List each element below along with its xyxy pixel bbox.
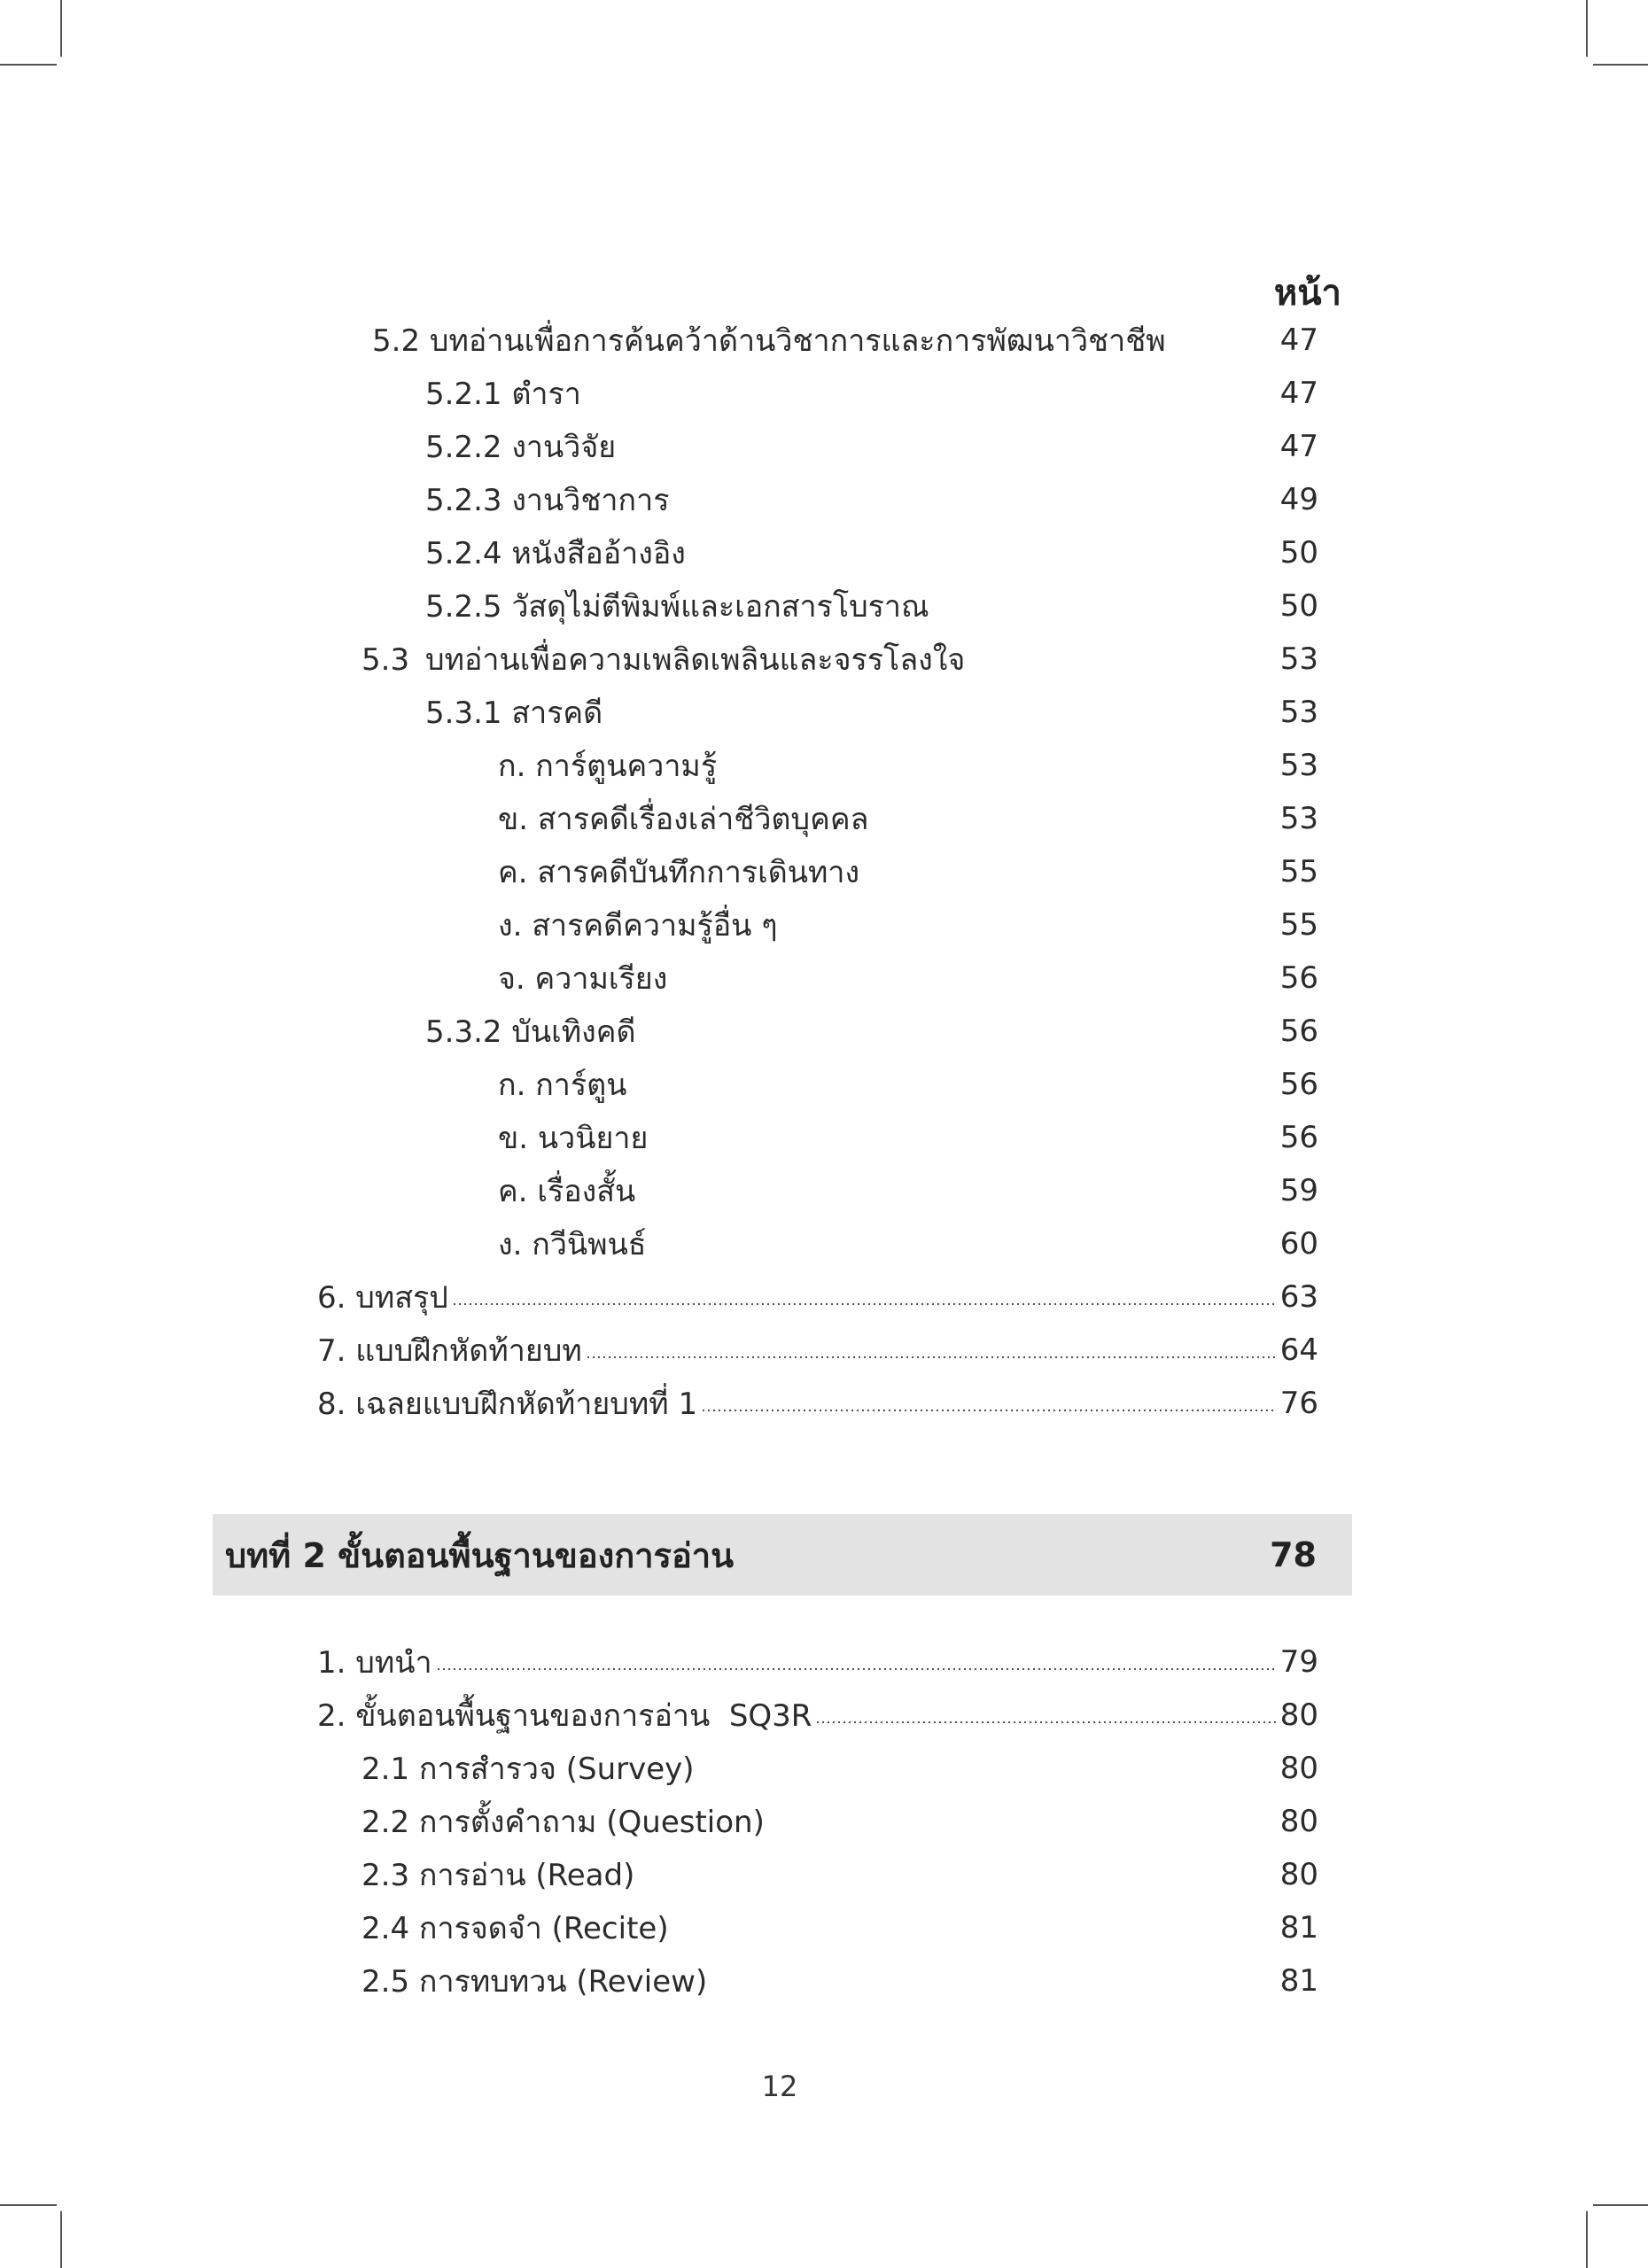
toc-entry-label: 2.4 การจดจำ (Recite)	[361, 1911, 669, 1946]
dot-leader	[452, 1302, 1277, 1306]
toc-entry-label: ค. สารคดีบันทึกการเดินทาง	[498, 855, 860, 890]
crop-mark	[1593, 64, 1648, 66]
crop-mark	[60, 2211, 62, 2268]
toc-entry[interactable]	[361, 633, 1318, 686]
toc-entry-label: 2.5 การทบทวน (Review)	[361, 1964, 708, 2000]
crop-mark	[1586, 0, 1588, 57]
toc-entry-label: 8. เฉลยแบบฝึกหัดท้ายบทที่ 1	[317, 1386, 698, 1422]
toc-entry-label: 2. ขั้นตอนพื้นฐานของการอ่าน SQ3R	[317, 1698, 812, 1734]
crop-mark	[0, 64, 57, 66]
dot-leader	[436, 1667, 1277, 1671]
dot-leader	[701, 1409, 1277, 1412]
toc-entry[interactable]	[498, 1111, 1318, 1164]
toc-entry-label: ค. เรื่องสั้น	[498, 1174, 636, 1209]
toc-entry-page: 50	[1279, 535, 1318, 571]
toc-entry-page: 63	[1279, 1279, 1318, 1315]
toc-entry-label: 2.3 การอ่าน (Read)	[361, 1858, 635, 1893]
toc-entry-page: 49	[1279, 482, 1318, 517]
toc-entry-page: 64	[1279, 1332, 1318, 1368]
toc-entry-label: จ. ความเรียง	[498, 961, 668, 997]
toc-entry-page: 47	[1279, 376, 1318, 411]
toc-entry-label: 5.2 บทอ่านเพื่อการค้นคว้าด้านวิชาการและการพัฒนาวิชาชีพ	[372, 323, 1166, 359]
page-number: 12	[761, 2070, 798, 2103]
toc-entry[interactable]	[498, 951, 1318, 1005]
toc-entry[interactable]	[498, 845, 1318, 898]
toc-entry-page: 56	[1279, 1120, 1318, 1155]
toc-entry-page: 53	[1279, 641, 1318, 677]
toc-entry-page: 55	[1279, 854, 1318, 889]
toc-entry[interactable]	[425, 420, 1318, 473]
chapter-title: บทที่ 2 ขั้นตอนพื้นฐานของการอ่าน	[225, 1535, 735, 1575]
toc-entry[interactable]	[425, 686, 1318, 739]
toc-entry-page: 80	[1279, 1751, 1318, 1786]
toc-entry-label: 2.1 การสำรวจ (Survey)	[361, 1751, 695, 1787]
toc-entry[interactable]	[425, 1005, 1318, 1058]
toc-entry-label: ก. การ์ตูน	[498, 1068, 627, 1103]
toc-entry-label: 5.3.2 บันเทิงคดี	[425, 1014, 636, 1050]
toc-entry-page: 55	[1279, 907, 1318, 943]
chapter-page: 78	[1270, 1535, 1317, 1574]
toc-entry-page: 79	[1279, 1644, 1318, 1680]
toc-entry[interactable]	[498, 792, 1318, 845]
crop-mark	[60, 0, 62, 57]
toc-entry[interactable]	[425, 579, 1318, 633]
toc-entry-label: 5.3.1 สารคดี	[425, 695, 603, 731]
toc-entry[interactable]	[498, 739, 1318, 792]
dot-leader	[815, 1720, 1276, 1724]
toc-entry[interactable]	[498, 1058, 1318, 1111]
toc-entry-label: 5.2.3 งานวิชาการ	[425, 483, 670, 518]
toc-entry-page: 56	[1279, 960, 1318, 996]
toc-entry-page: 53	[1279, 695, 1318, 730]
toc-entry-page: 80	[1279, 1857, 1318, 1892]
chapter-heading[interactable]	[213, 1514, 1352, 1596]
toc-entry-label: 2.2 การตั้งคำถาม (Question)	[361, 1805, 765, 1840]
toc-entry[interactable]	[361, 1848, 1318, 1901]
toc-entry-label: ข. สารคดีเรื่องเล่าชีวิตบุคคล	[498, 802, 869, 837]
toc-entry[interactable]	[317, 1377, 1318, 1430]
toc-entry-page: 80	[1279, 1697, 1318, 1733]
toc-entry-page: 81	[1279, 1910, 1318, 1946]
toc-entry-page: 56	[1279, 1014, 1318, 1049]
toc-entry-label: 7. แบบฝึกหัดท้ายบท	[317, 1333, 582, 1369]
toc-entry[interactable]	[317, 1689, 1318, 1742]
toc-entry-page: 81	[1279, 1963, 1318, 1999]
toc-entry-label: ข. นวนิยาย	[498, 1121, 649, 1156]
toc-entry-page: 53	[1279, 801, 1318, 836]
toc-entry[interactable]	[361, 1901, 1318, 1954]
toc-entry-label: 5.2.1 ตำรา	[425, 377, 581, 412]
toc-entry[interactable]	[361, 1742, 1318, 1795]
toc-entry[interactable]	[361, 1795, 1318, 1848]
toc-entry[interactable]	[372, 314, 1318, 367]
crop-mark	[1586, 2211, 1588, 2268]
toc-entry[interactable]	[317, 1270, 1318, 1324]
toc-entry[interactable]	[425, 526, 1318, 579]
toc-entry-page: 76	[1279, 1386, 1318, 1421]
crop-mark	[1593, 2204, 1648, 2206]
toc-entry-label: 5.2.5 วัสดุไม่ตีพิมพ์และเอกสารโบราณ	[425, 589, 929, 625]
toc-entry[interactable]	[317, 1324, 1318, 1377]
toc-entry-label: ง. กวีนิพนธ์	[498, 1227, 647, 1262]
toc-entry-page: 59	[1279, 1173, 1318, 1208]
toc-entry[interactable]	[425, 367, 1318, 420]
toc-entry-page: 53	[1279, 748, 1318, 783]
toc-entry-label: 5.2.2 งานวิจัย	[425, 430, 617, 465]
toc-entry-label: ก. การ์ตูนความรู้	[498, 749, 718, 784]
dot-leader	[586, 1355, 1277, 1359]
toc-entry[interactable]	[361, 1954, 1318, 2008]
toc-entry-page: 56	[1279, 1067, 1318, 1102]
toc-entry-page: 50	[1279, 588, 1318, 624]
toc-entry-page: 80	[1279, 1804, 1318, 1839]
toc-entry-page: 47	[1279, 429, 1318, 464]
toc-entry[interactable]	[498, 1164, 1318, 1217]
toc-entry-label: 6. บทสรุป	[317, 1280, 448, 1316]
crop-mark	[0, 2204, 57, 2206]
page-column-label: หน้า	[1273, 273, 1341, 314]
toc-entry[interactable]	[425, 473, 1318, 526]
toc-entry[interactable]	[498, 1217, 1318, 1270]
toc-entry-label: ง. สารคดีความรู้อื่น ๆ	[498, 908, 778, 944]
toc-entry[interactable]	[317, 1635, 1318, 1689]
toc-entry-page: 60	[1279, 1226, 1318, 1262]
toc-entry-label: 5.2.4 หนังสืออ้างอิง	[425, 536, 686, 571]
toc-entry-label: 5.3 บทอ่านเพื่อความเพลิดเพลินและจรรโลงใจ	[361, 642, 966, 678]
toc-entry-page: 47	[1279, 322, 1318, 358]
toc-entry[interactable]	[498, 898, 1318, 951]
toc-entry-label: 1. บทนำ	[317, 1645, 432, 1681]
